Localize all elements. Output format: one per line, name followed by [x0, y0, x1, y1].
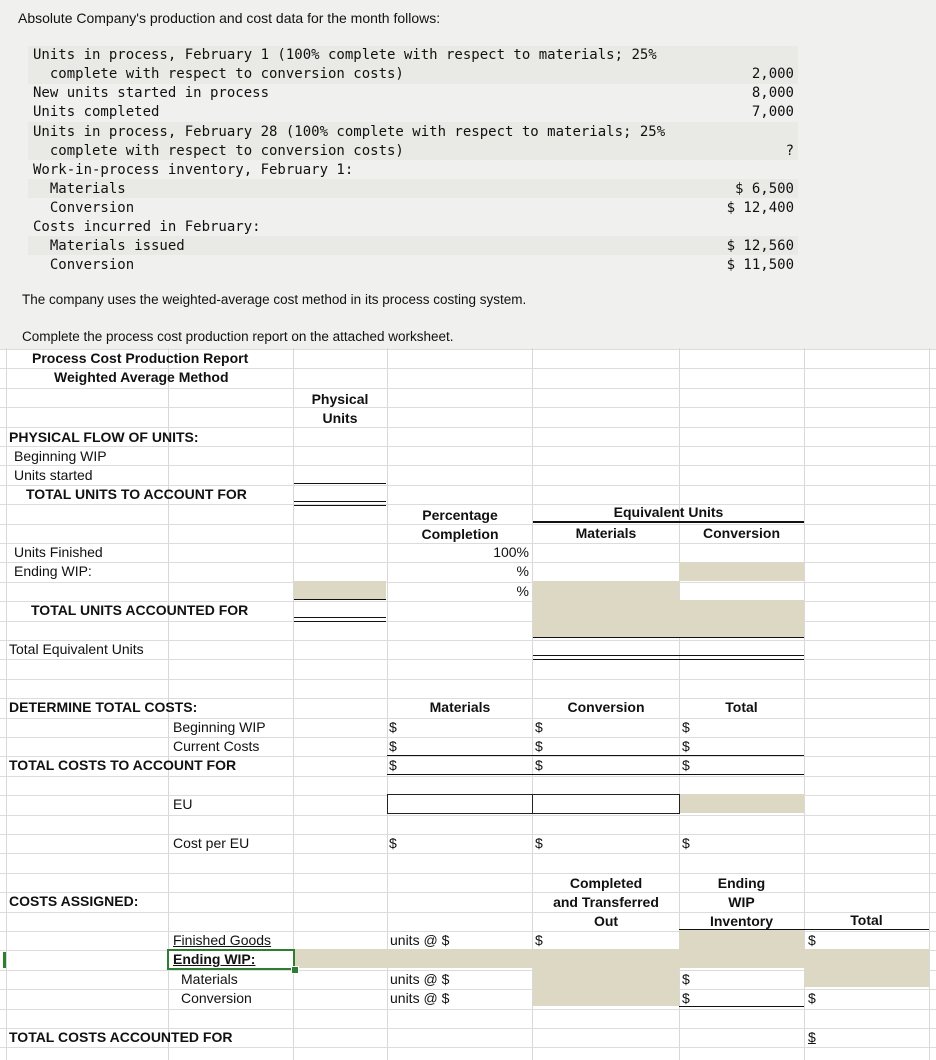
materials-eu-input[interactable]: [387, 794, 533, 814]
costs-assigned-heading: COSTS ASSIGNED:: [9, 893, 139, 909]
total-equivalent-units-label: Total Equivalent Units: [9, 641, 144, 657]
grid-col-line: [6, 348, 7, 1060]
grid-col-line: [929, 348, 930, 1060]
problem-line: Costs incurred in February:: [33, 219, 261, 235]
fill-handle[interactable]: [291, 966, 299, 974]
costs-conversion-header: Conversion: [567, 699, 645, 715]
grid-row-line: [0, 1047, 936, 1048]
problem-line: Units in process, February 28 (100% complete with respect to materials; 25%: [33, 124, 666, 140]
eu-label: EU: [173, 796, 193, 812]
dollar-sign: $: [535, 738, 543, 754]
problem-line: Conversion: [33, 200, 135, 216]
ending-wip-physical-units-cell[interactable]: [294, 581, 386, 600]
costs-total-header: Total: [725, 699, 758, 715]
problem-value: $ 12,560: [726, 238, 794, 254]
total-costs-to-account-label: TOTAL COSTS TO ACCOUNT FOR: [9, 757, 237, 773]
units-finished-pct: 100%: [493, 544, 529, 560]
units-at-label[interactable]: units @ $: [390, 971, 450, 987]
eu-conversion-header: Conversion: [702, 525, 780, 541]
finished-conversion-eu-cell[interactable]: [679, 562, 804, 581]
total-units-accounted-label: TOTAL UNITS ACCOUNTED FOR: [31, 602, 249, 618]
finished-goods-label: Finished Goods: [173, 932, 272, 948]
grid-row-line: [0, 737, 936, 738]
physical-units-header: Physical Units: [311, 391, 369, 426]
completed-transferred-header: Completed and Transferred Out: [553, 875, 659, 929]
units-finished-label: Units Finished: [14, 544, 103, 560]
grid-row-line: [0, 465, 936, 466]
problem-value: 2,000: [751, 66, 794, 82]
ending-wip-materials-eu-cell[interactable]: [533, 581, 679, 600]
physical-flow-heading: PHYSICAL FLOW OF UNITS:: [9, 429, 199, 445]
ending-wip-inventory-header: Ending WIP Inventory: [709, 875, 773, 929]
dollar-sign: $: [682, 990, 690, 1006]
problem-value: $ 6,500: [734, 181, 794, 197]
dollar-sign: $: [682, 835, 690, 851]
problem-intro: Absolute Company's production and cost data for the month follows:: [18, 10, 441, 26]
dollar-sign: $: [808, 990, 816, 1006]
costs-materials-header: Materials: [429, 699, 491, 715]
grid-row-line: [0, 989, 936, 990]
report-title: Process Cost Production Report: [32, 350, 249, 366]
conversion-eu-input[interactable]: [532, 794, 680, 814]
grid-row-line: [0, 776, 936, 777]
ending-wip-materials-pct[interactable]: %: [516, 563, 529, 579]
problem-line: Work-in-process inventory, February 1:: [33, 162, 354, 178]
problem-line: Materials issued: [33, 238, 185, 254]
eu-materials-header: Materials: [575, 525, 637, 541]
problem-line: Conversion: [33, 257, 135, 273]
ending-wip-total-shaded: [804, 968, 929, 987]
grid-row-line: [0, 853, 936, 854]
dollar-sign: $: [535, 757, 543, 773]
total-eu-shaded-cell: [679, 794, 804, 813]
grid-row-line: [0, 815, 936, 816]
problem-line: Units completed: [33, 104, 160, 120]
problem-line: Units in process, February 1 (100% complete with respect to materials; 25%: [33, 47, 657, 63]
ending-wip-completed-shaded: [533, 968, 679, 1006]
problem-value: 8,000: [751, 85, 794, 101]
problem-value: $ 11,500: [726, 257, 794, 273]
grid-row-line: [0, 1009, 936, 1010]
equivalent-units-header: Equivalent Units: [613, 504, 724, 520]
assigned-conversion-label: Conversion: [181, 990, 252, 1006]
row-band: [28, 179, 798, 198]
dollar-sign: $: [389, 738, 397, 754]
grid-row-line: [0, 679, 936, 680]
instruction: Complete the process cost production report on the attached worksheet.: [22, 329, 454, 344]
problem-line: complete with respect to conversion costs): [33, 143, 404, 159]
dollar-sign: $: [535, 932, 543, 948]
dollar-sign: $: [682, 738, 690, 754]
dollar-sign: $: [535, 835, 543, 851]
determine-costs-heading: DETERMINE TOTAL COSTS:: [9, 699, 198, 715]
finished-goods-ending-wip-cell[interactable]: [679, 930, 804, 949]
ending-wip-row-shaded: [294, 949, 929, 968]
problem-line: Materials: [33, 181, 126, 197]
grid-row-line: [0, 427, 936, 428]
grid-row-line: [0, 718, 936, 719]
dollar-sign: $: [389, 835, 397, 851]
grid-row-line: [0, 970, 936, 971]
dollar-sign: $: [389, 719, 397, 735]
dollar-sign: $: [389, 757, 397, 773]
units-at-label[interactable]: units @ $: [390, 990, 450, 1006]
ending-wip-conversion-pct[interactable]: %: [516, 583, 529, 599]
problem-line: New units started in process: [33, 85, 270, 101]
assigned-materials-label: Materials: [181, 971, 238, 987]
grid-row-line: [0, 388, 936, 389]
ending-wip-assigned-label: Ending WIP:: [173, 951, 256, 967]
method-note: The company uses the weighted-average cost method in its process costing system.: [22, 292, 527, 307]
cost-per-eu-label: Cost per EU: [173, 835, 250, 851]
dollar-sign: $: [535, 719, 543, 735]
grid-row-line: [0, 446, 936, 447]
row-selection-marker: [3, 952, 6, 968]
pct-completion-header: Percentage Completion: [421, 507, 499, 542]
ending-wip-label: Ending WIP:: [14, 563, 92, 579]
dollar-sign: $: [682, 719, 690, 735]
problem-value: $ 12,400: [726, 200, 794, 216]
total-costs-accounted-label: TOTAL COSTS ACCOUNTED FOR: [9, 1029, 233, 1045]
total-eu-cells[interactable]: [533, 600, 804, 638]
problem-value: ?: [785, 143, 794, 159]
dollar-sign: $: [682, 971, 690, 987]
dollar-sign: $: [808, 932, 816, 948]
assigned-total-header: Total: [850, 912, 883, 928]
units-started-label: Units started: [14, 467, 93, 483]
problem-line: complete with respect to conversion costs): [33, 66, 404, 82]
grid-row-line: [0, 407, 936, 408]
costs-beginning-wip-label: Beginning WIP: [173, 719, 266, 735]
dollar-sign: $: [808, 1029, 816, 1045]
dollar-sign: $: [682, 757, 690, 773]
costs-current-label: Current Costs: [173, 738, 260, 754]
report-subtitle: Weighted Average Method: [54, 369, 229, 385]
units-at-label[interactable]: units @ $: [390, 932, 450, 948]
beginning-wip-label: Beginning WIP: [14, 448, 107, 464]
total-units-to-account-label: TOTAL UNITS TO ACCOUNT FOR: [26, 486, 247, 502]
grid-row-line: [0, 834, 936, 835]
problem-value: 7,000: [751, 104, 794, 120]
